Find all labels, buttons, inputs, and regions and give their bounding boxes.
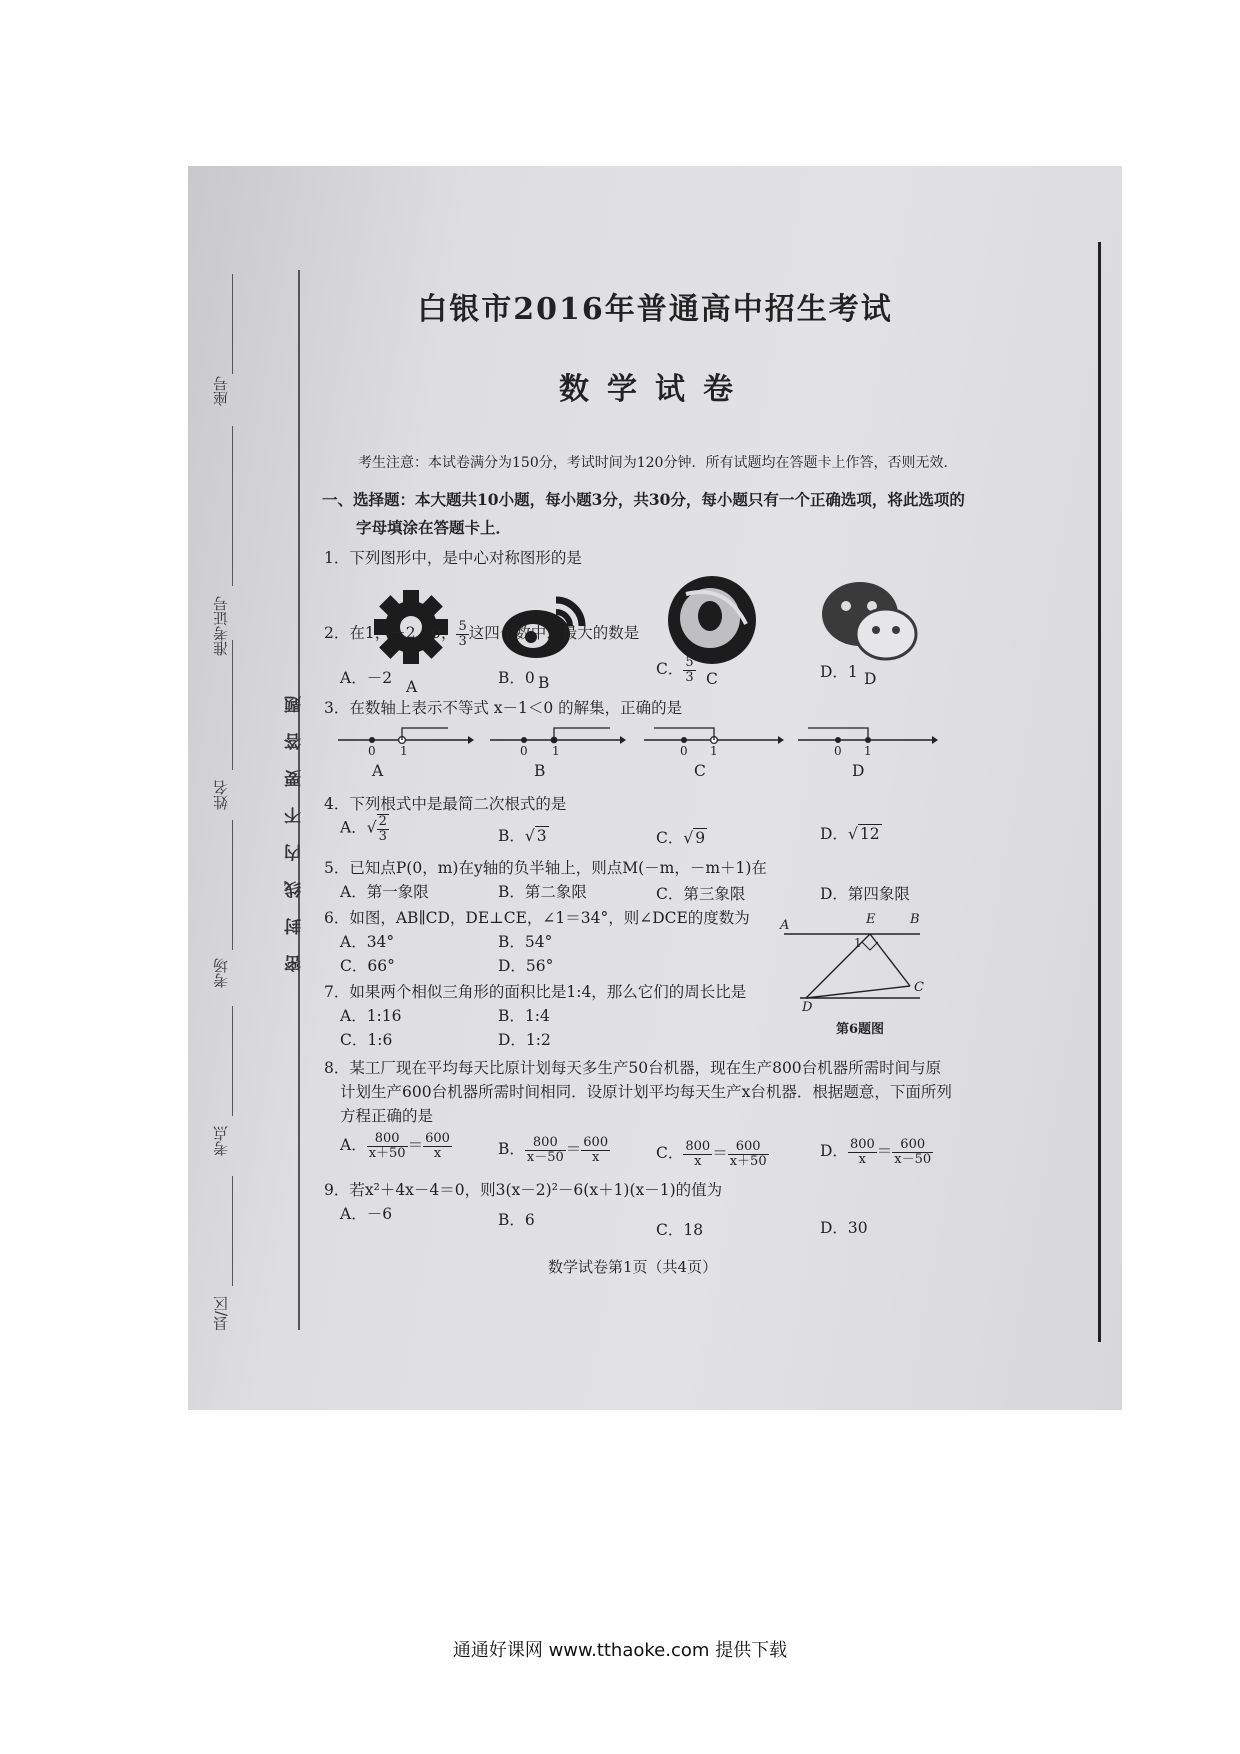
- section1-line2: 字母填涂在答题卡上．: [356, 518, 512, 537]
- margin-field-name: [232, 640, 233, 770]
- margin-label-site: 考点: [212, 1126, 230, 1156]
- q1-stem: 1．下列图形中，是中心对称图形的是: [324, 549, 582, 567]
- margin-label-seat: 座号: [212, 376, 230, 406]
- q2-option-b: B．0: [498, 669, 535, 687]
- q3-tick-zero-b: 0: [520, 744, 528, 758]
- q9-option-b: B．6: [498, 1211, 535, 1229]
- q6-point-d: D: [802, 1000, 813, 1015]
- q2-fraction: $\frac{5}{3}$: [458, 619, 467, 649]
- q3-label-c: C: [694, 762, 706, 780]
- q5-stem: 5．已知点P(0，m)在y轴的负半轴上，则点M(－m，－m＋1)在: [324, 859, 767, 877]
- q3-tick-zero-d: 0: [834, 744, 842, 758]
- q2-stem-post: 这四个数中，最大的数是: [468, 624, 640, 643]
- q3-tick-zero-a: 0: [368, 744, 376, 758]
- q5-option-a: A．第一象限: [340, 883, 429, 901]
- q6-option-d: D．56°: [498, 957, 554, 975]
- margin-field-site: [232, 1006, 233, 1116]
- q3-label-d: D: [852, 762, 865, 780]
- page-footer: 数学试卷第1页（共4页）: [548, 1258, 718, 1276]
- q1-label-c: C: [706, 670, 718, 688]
- margin-label-county: 县/区: [212, 1296, 230, 1332]
- q4-option-d: D．√ 12: [820, 825, 880, 843]
- q7-option-a: A．1:16: [340, 1007, 402, 1025]
- q6-point-a: A: [780, 918, 790, 933]
- q7-option-d: D．1:2: [498, 1031, 551, 1049]
- q4-option-b: B．√ 3: [498, 827, 547, 845]
- q5-option-d: D．第四象限: [820, 885, 910, 903]
- q8-line3: 方程正确的是: [340, 1107, 434, 1125]
- seal-notice: 密封线内不要答题: [285, 676, 305, 972]
- q3-tick-one-b: 1: [552, 744, 560, 758]
- q7-option-b: B．1:4: [498, 1007, 550, 1025]
- candidate-notice: 考生注意：本试卷满分为150分，考试时间为120分钟．所有试题均在答题卡上作答，否则无效．: [358, 455, 958, 471]
- qq-icon: [666, 574, 758, 666]
- q6-figure-caption: 第6题图: [836, 1022, 885, 1037]
- wechat-icon: [818, 578, 922, 664]
- section1-line1: 一、选择题：本大题共10小题，每小题3分，共30分，每小题只有一个正确选项，将此选项的: [322, 490, 965, 509]
- exam-photo: [188, 166, 1122, 1410]
- q8-option-c: C． $\frac{800}{x}$ ＝ $\frac{600}{x+50}$: [656, 1139, 767, 1169]
- q9-stem: 9．若x²＋4x－4＝0，则3(x－2)²－6(x＋1)(x－1)的值为: [324, 1181, 723, 1199]
- q6-stem: 6．如图，AB∥CD，DE⊥CE，∠1＝34°，则∠DCE的度数为: [324, 909, 750, 927]
- q6-point-b: B: [910, 912, 920, 927]
- q2-line: [324, 620, 639, 648]
- q8-option-d: D． $\frac{800}{x}$ ＝ $\frac{600}{x-50}$: [820, 1137, 932, 1167]
- exam-title: 白银市2016年普通高中招生考试: [417, 292, 893, 327]
- q3-label-a: A: [372, 762, 384, 780]
- q8-line2: 计划生产600台机器所需时间相同．设原计划平均每天生产x台机器．根据题意，下面所列: [340, 1083, 952, 1101]
- q1-label-a: A: [406, 678, 418, 696]
- q2-stem-pre: 2．在1，－2，0，: [324, 624, 457, 643]
- q5-option-c: C．第三象限: [656, 885, 746, 903]
- q3-tick-one-a: 1: [400, 744, 408, 758]
- q3-tick-one-d: 1: [864, 744, 872, 758]
- q6-point-e: E: [866, 912, 876, 927]
- margin-label-name: 姓名: [212, 780, 230, 810]
- q1-label-b: B: [538, 674, 550, 692]
- q2-option-d: D．1: [820, 663, 858, 681]
- margin-field-county: [232, 1176, 233, 1286]
- q5-option-b: B．第二象限: [498, 883, 587, 901]
- q4-option-c: C．√ 9: [656, 829, 706, 847]
- q6-option-c: C．66°: [340, 957, 395, 975]
- q6-figure: [770, 916, 930, 1016]
- q2-option-c: C． $\frac{5}{3}$: [656, 655, 694, 685]
- q4-option-a: A．√ $\frac{2}{3}$: [340, 814, 387, 844]
- q6-option-a: A．34°: [340, 933, 395, 951]
- margin-field-exam-id: [232, 426, 233, 586]
- exam-subject: 数学试卷: [559, 372, 751, 407]
- q1-label-d: D: [864, 670, 877, 688]
- q3-stem: 3．在数轴上表示不等式 x－1＜0 的解集，正确的是: [324, 699, 683, 717]
- right-edge-bar: [1098, 242, 1101, 1342]
- q3-label-b: B: [534, 762, 546, 780]
- q3-tick-zero-c: 0: [680, 744, 688, 758]
- q8-option-a: A． $\frac{800}{x+50}$ ＝ $\frac{600}{x}$: [340, 1131, 450, 1161]
- q7-option-c: C．1:6: [340, 1031, 393, 1049]
- q8-option-b: B． $\frac{800}{x-50}$ ＝ $\frac{600}{x}$: [498, 1135, 609, 1165]
- download-credit[interactable]: 通通好课网 www.tthaoke.com 提供下载: [452, 1640, 788, 1661]
- q4-stem: 4．下列根式中是最简二次根式的是: [324, 795, 567, 813]
- q3-tick-one-c: 1: [710, 744, 718, 758]
- exam-paper: [188, 166, 1122, 1410]
- margin-label-exam-id: 准考证号: [212, 596, 230, 656]
- q9-option-c: C．18: [656, 1221, 704, 1239]
- q9-option-d: D．30: [820, 1219, 868, 1237]
- q8-line1: 8．某工厂现在平均每天比原计划每天多生产50台机器，现在生产800台机器所需时间与原: [324, 1059, 942, 1077]
- margin-field-room: [232, 820, 233, 950]
- q7-stem: 7．如果两个相似三角形的面积比是1:4，那么它们的周长比是: [324, 983, 747, 1001]
- margin-label-room: 考场: [212, 958, 230, 988]
- q9-option-a: A．－6: [340, 1205, 393, 1223]
- q6-point-c: C: [914, 980, 924, 995]
- q6-angle-1: 1: [854, 936, 862, 950]
- q2-option-a: A．－2: [340, 669, 393, 687]
- q6-option-b: B．54°: [498, 933, 553, 951]
